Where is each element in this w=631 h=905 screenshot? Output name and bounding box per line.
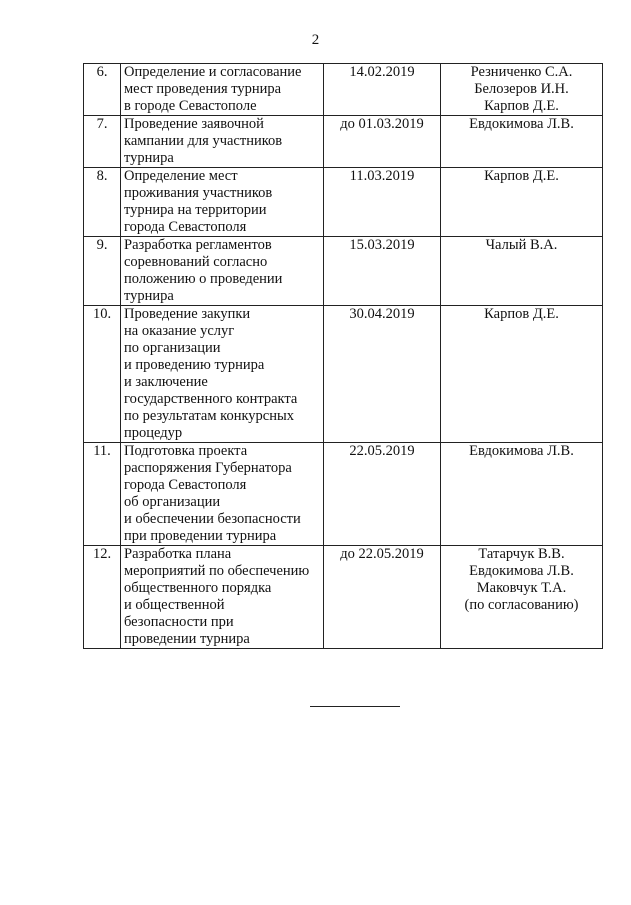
task-text-line: мероприятий по обеспечению	[124, 563, 310, 579]
responsible-person: Евдокимова Л.В.	[469, 443, 574, 459]
deadline-cell: 30.04.2019	[324, 306, 441, 443]
task-text-line: положению о проведении	[124, 271, 283, 287]
task-cell	[121, 116, 324, 168]
task-text-line: Определение мест	[124, 168, 238, 184]
task-cell	[121, 306, 324, 443]
task-text-line: города Севастополя	[124, 219, 247, 235]
task-text-line: и обеспечении безопасности	[124, 511, 301, 527]
task-text-line: в городе Севастополе	[124, 98, 257, 114]
table-row	[84, 443, 603, 546]
row-number-cell: 11.	[84, 443, 121, 546]
task-text-line: Разработка регламентов	[124, 237, 272, 253]
table-row	[84, 546, 603, 649]
events-plan-table	[83, 63, 603, 649]
task-text-line: и проведению турнира	[124, 357, 265, 373]
task-text-line: и общественной	[124, 597, 225, 613]
task-text-line: соревнований согласно	[124, 254, 268, 270]
table-row	[84, 306, 603, 443]
responsible-person: Чалый В.А.	[485, 237, 558, 253]
row-number-cell: 9.	[84, 237, 121, 306]
row-number-cell: 12.	[84, 546, 121, 649]
responsible-cell	[441, 443, 603, 546]
task-cell	[121, 64, 324, 116]
responsible-person: Маковчук Т.А.	[476, 580, 567, 596]
end-of-document-line	[310, 706, 400, 707]
task-cell	[121, 443, 324, 546]
task-text-line: турнира	[124, 150, 174, 166]
row-number-cell: 10.	[84, 306, 121, 443]
responsible-cell	[441, 306, 603, 443]
responsible-person: Карпов Д.Е.	[484, 98, 559, 114]
deadline-cell: 14.02.2019	[324, 64, 441, 116]
table-row	[84, 64, 603, 116]
responsible-person: Татарчук В.В.	[478, 546, 565, 562]
task-text-line: турнира	[124, 288, 174, 304]
task-cell	[121, 546, 324, 649]
row-number-cell: 8.	[84, 168, 121, 237]
deadline-cell: до 22.05.2019	[324, 546, 441, 649]
task-text-line: проведении турнира	[124, 631, 250, 647]
deadline-cell: 11.03.2019	[324, 168, 441, 237]
deadline-cell: до 01.03.2019	[324, 116, 441, 168]
task-text-line: по результатам конкурсных	[124, 408, 294, 424]
responsible-person: Карпов Д.Е.	[484, 168, 559, 184]
task-text-line: процедур	[124, 425, 183, 441]
row-number-cell: 7.	[84, 116, 121, 168]
responsible-cell	[441, 116, 603, 168]
task-text-line: Разработка плана	[124, 546, 232, 562]
row-number-cell: 6.	[84, 64, 121, 116]
task-text-line: Подготовка проекта	[124, 443, 248, 459]
task-text-line: турнира на территории	[124, 202, 267, 218]
responsible-person: Резниченко С.А.	[470, 64, 573, 80]
task-text-line: Проведение заявочной	[124, 116, 264, 132]
task-text-line: при проведении турнира	[124, 528, 277, 544]
responsible-person: Белозеров И.Н.	[474, 81, 569, 97]
deadline-cell: 15.03.2019	[324, 237, 441, 306]
table-row	[84, 237, 603, 306]
task-text-line: безопасности при	[124, 614, 234, 630]
events-plan-table-body	[84, 64, 603, 649]
page-number: 2	[311, 32, 320, 48]
responsible-person: Евдокимова Л.В.	[469, 116, 574, 132]
task-cell	[121, 168, 324, 237]
responsible-cell	[441, 546, 603, 649]
task-text-line: мест проведения турнира	[124, 81, 282, 97]
task-text-line: общественного порядка	[124, 580, 272, 596]
responsible-person: Евдокимова Л.В.	[469, 563, 574, 579]
responsible-cell	[441, 237, 603, 306]
deadline-cell: 22.05.2019	[324, 443, 441, 546]
task-text-line: кампании для участников	[124, 133, 283, 149]
task-text-line: Определение и согласование	[124, 64, 302, 80]
table-row	[84, 116, 603, 168]
task-text-line: государственного контракта	[124, 391, 298, 407]
task-cell	[121, 237, 324, 306]
task-text-line: и заключение	[124, 374, 208, 390]
responsible-cell	[441, 168, 603, 237]
responsible-person: Карпов Д.Е.	[484, 306, 559, 322]
task-text-line: распоряжения Губернатора	[124, 460, 292, 476]
task-text-line: города Севастополя	[124, 477, 247, 493]
task-text-line: проживания участников	[124, 185, 273, 201]
task-text-line: об организации	[124, 494, 221, 510]
responsible-person: (по согласованию)	[464, 597, 579, 613]
table-row	[84, 168, 603, 237]
task-text-line: по организации	[124, 340, 221, 356]
task-text-line: Проведение закупки	[124, 306, 251, 322]
responsible-cell	[441, 64, 603, 116]
task-text-line: на оказание услуг	[124, 323, 235, 339]
